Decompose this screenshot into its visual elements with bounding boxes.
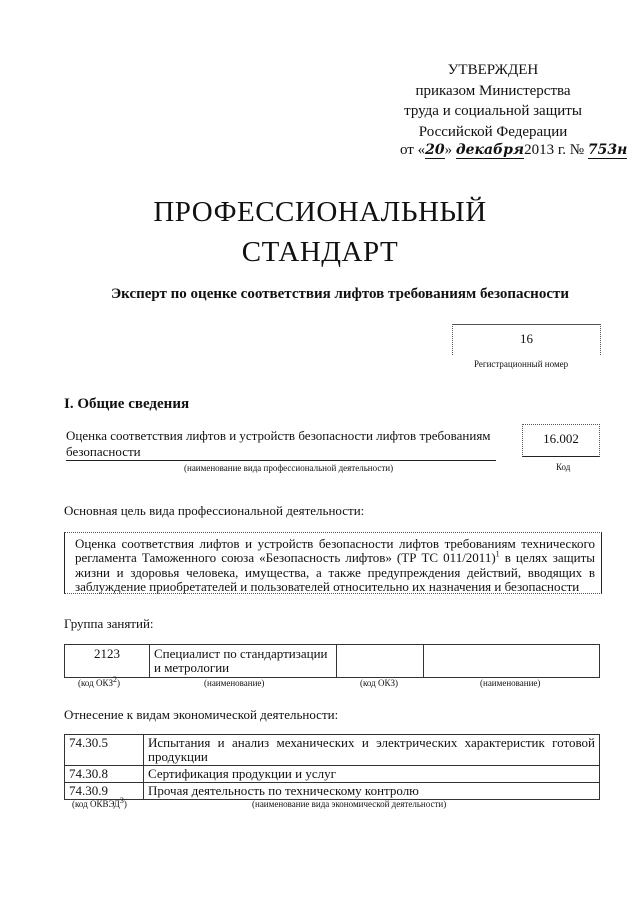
okved-caption-text: (код ОКВЭД bbox=[72, 799, 120, 809]
approval-date bbox=[400, 142, 627, 159]
occupation-code: 2123 bbox=[65, 645, 150, 678]
handwritten-order-number: 753н bbox=[587, 142, 628, 158]
okved-name: Прочая деятельность по техническому контролю bbox=[144, 783, 600, 800]
footnote-marker: 2 bbox=[113, 675, 117, 684]
table-row bbox=[65, 645, 600, 678]
activity-name: Оценка соответствия лифтов и устройств безопасности лифтов требованиям безопасности bbox=[66, 428, 491, 459]
registration-number: 16 bbox=[520, 331, 533, 346]
occupation-name: Специалист по стандартизации и метрологии bbox=[150, 645, 337, 678]
okved-code: 74.30.5 bbox=[65, 735, 144, 766]
okz-caption-close: ) bbox=[117, 678, 120, 688]
okz-caption bbox=[78, 675, 120, 688]
table-row bbox=[65, 735, 600, 766]
activity-code-box bbox=[522, 424, 600, 457]
goal-label: Основная цель вида профессиональной деятельности: bbox=[64, 503, 365, 518]
econ-label: Отнесение к видам экономической деятельности: bbox=[64, 707, 339, 722]
goal-text-part1: Оценка соответствия лифтов и устройств безопасности лифтов требованиям технического регламента Таможенного союза «Безопасность лифтов» (ТР ТС 011/2011) bbox=[75, 536, 595, 566]
okved-table bbox=[64, 734, 600, 800]
occupation-name-2 bbox=[424, 645, 600, 678]
table-row bbox=[65, 783, 600, 800]
approval-line: Российской Федерации bbox=[418, 123, 568, 140]
document-title-line1: ПРОФЕССИОНАЛЬНЫЙ bbox=[153, 196, 487, 228]
okved-code: 74.30.8 bbox=[65, 766, 144, 783]
standard-subtitle: Эксперт по оценке соответствия лифтов требованиям безопасности bbox=[111, 286, 569, 302]
okz-caption-text: (код ОКЗ bbox=[78, 678, 113, 688]
footnote-marker: 1 bbox=[495, 549, 500, 559]
date-quote-close: » bbox=[444, 142, 453, 158]
registration-label: Регистрационный номер bbox=[474, 359, 569, 369]
occupation-name-caption: (наименование) bbox=[204, 678, 265, 688]
activity-underline bbox=[66, 460, 496, 461]
registration-box bbox=[452, 324, 601, 355]
handwritten-month: декабря bbox=[455, 142, 525, 158]
goal-text-part2: в целях защиты жизни и здоровья человека, имущества, а также предупреждения действий, вводящих в заблуждение приобретателей и пользователей относительно их назначения и безопасности bbox=[75, 550, 595, 594]
goal-text bbox=[75, 537, 595, 594]
date-prefix: от « bbox=[400, 142, 426, 158]
okved-caption-close: ) bbox=[123, 799, 127, 809]
footnote-marker: 3 bbox=[119, 796, 124, 805]
document-title-line2: СТАНДАРТ bbox=[241, 236, 399, 268]
occupation-table bbox=[64, 644, 600, 678]
occupation-code-2 bbox=[337, 645, 424, 678]
goal-box bbox=[64, 532, 602, 594]
approval-line: труда и социальной защиты bbox=[404, 103, 582, 119]
activity-code: 16.002 bbox=[543, 431, 579, 446]
approval-stamp bbox=[388, 60, 598, 142]
code-caption: Код bbox=[556, 462, 571, 472]
okved-name: Сертификация продукции и услуг bbox=[144, 766, 600, 783]
activity-caption: (наименование вида профессиональной деятельности) bbox=[184, 463, 394, 473]
section-heading: I. Общие сведения bbox=[64, 396, 190, 412]
group-label: Группа занятий: bbox=[64, 616, 154, 631]
okved-name-caption: (наименование вида экономической деятельности) bbox=[252, 799, 447, 809]
okved-caption bbox=[72, 796, 127, 809]
approval-line: приказом Министерства bbox=[415, 82, 571, 99]
table-row bbox=[65, 766, 600, 783]
date-year: 2013 г. № bbox=[524, 142, 585, 158]
handwritten-day: 20 bbox=[425, 142, 445, 158]
approval-line: УТВЕРЖДЕН bbox=[447, 62, 539, 78]
okved-name: Испытания и анализ механических и электрических характеристик готовой продукции bbox=[144, 735, 600, 766]
okz-caption-2: (код ОКЗ) bbox=[360, 678, 398, 688]
occupation-name-caption-2: (наименование) bbox=[480, 678, 541, 688]
okved-code: 74.30.9 bbox=[65, 783, 144, 800]
